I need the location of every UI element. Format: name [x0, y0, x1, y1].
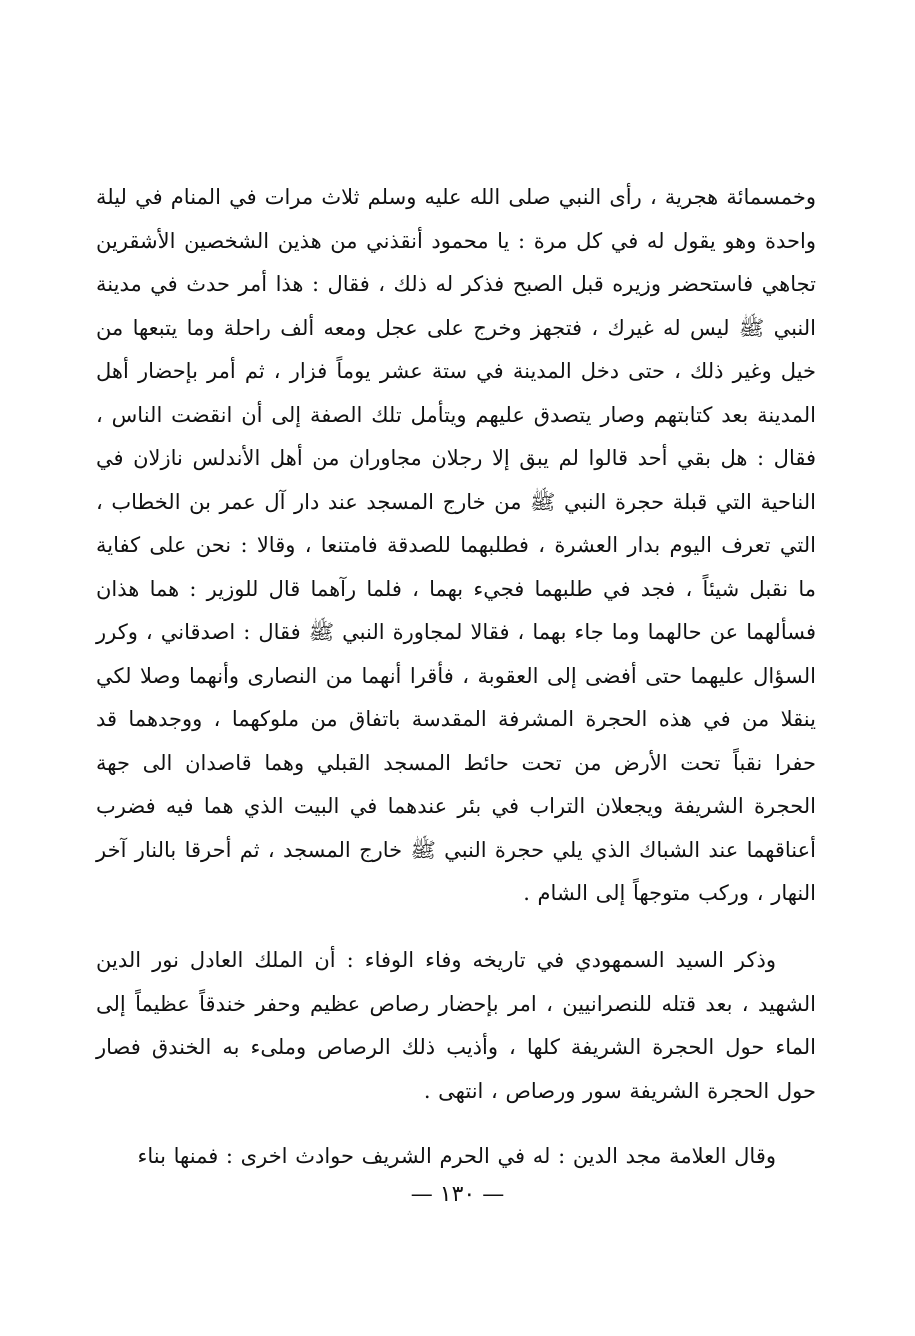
- page-number: — ١٣٠ —: [410, 1182, 505, 1207]
- paragraph-samhoudi-lead-wall: وذكر السيد السمهودي في تاريخه وفاء الوفاء : أن الملك العادل نور الدين الشهيد ، بعد قتله للنصرانيين ، امر بإحضار رصاص عظيم وحفر خندقاً عظيماً إلى الماء حول الحجرة الشريفة كلها ، وأذيب ذلك الرصاص وملىء به الخندق فصار حول الحجرة الشريفة سور ورصاص ، انتهى .: [96, 948, 816, 1103]
- paragraph-prophet-dream-story: وخمسمائة هجرية ، رأى النبي صلى الله عليه وسلم ثلاث مرات في المنام في ليلة واحدة وهو يقول له في كل مرة : يا محمود أنقذني من هذين الشخصين الأشقرين تجاهي فاستحضر وزيره قبل الصبح فذكر له ذلك ، فقال : هذا أمر حدث في مدينة النبي ﷺ ليس له غيرك ، فتجهز وخرج على عجل ومعه ألف راحلة وما يتبعها من خيل وغير ذلك ، حتى دخل المدينة في ستة عشر يوماً فزار ، ثم أمر بإحضار أهل المدينة بعد كتابتهم وصار يتصدق عليهم ويتأمل تلك الصفة إلى أن انقضت الناس ، فقال : هل بقي أحد قالوا لم يبق إلا رجلان مجاوران من أهل الأندلس نازلان في الناحية التي قبلة حجرة النبي ﷺ من خارج المسجد عند دار آل عمر بن الخطاب ، التي تعرف اليوم بدار العشرة ، فطلبهما للصدقة فامتنعا ، وقالا : نحن على كفاية ما نقبل شيئاً ، فجد في طلبهما فجيء بهما ، فلما رآهما قال للوزير : هما هذان فسألهما عن حالهما وما جاء بهما ، فقالا لمجاورة النبي ﷺ فقال : اصدقاني ، وكرر السؤال عليهما حتى أفضى إلى العقوبة ، فأقرا أنهما من النصارى وأنهما وصلا لكي ينقلا من في هذه الحجرة المشرفة المقدسة باتفاق من ملوكهما ، ووجدهما قد حفرا نقباً تحت الأرض من تحت حائط المسجد القبلي وهما قاصدان الى جهة الحجرة الشريفة ويجعلان التراب في بئر عندهما في البيت الذي هما فيه فضرب أعناقهما عند الشباك الذي يلي حجرة النبي ﷺ خارج المسجد ، ثم أحرقا بالنار آخر النهار ، وركب متوجهاً إلى الشام .: [96, 185, 816, 905]
- paragraph-majd-al-din-events: وقال العلامة مجد الدين : له في الحرم الشريف حوادث اخرى : فمنها بناء: [137, 1144, 776, 1168]
